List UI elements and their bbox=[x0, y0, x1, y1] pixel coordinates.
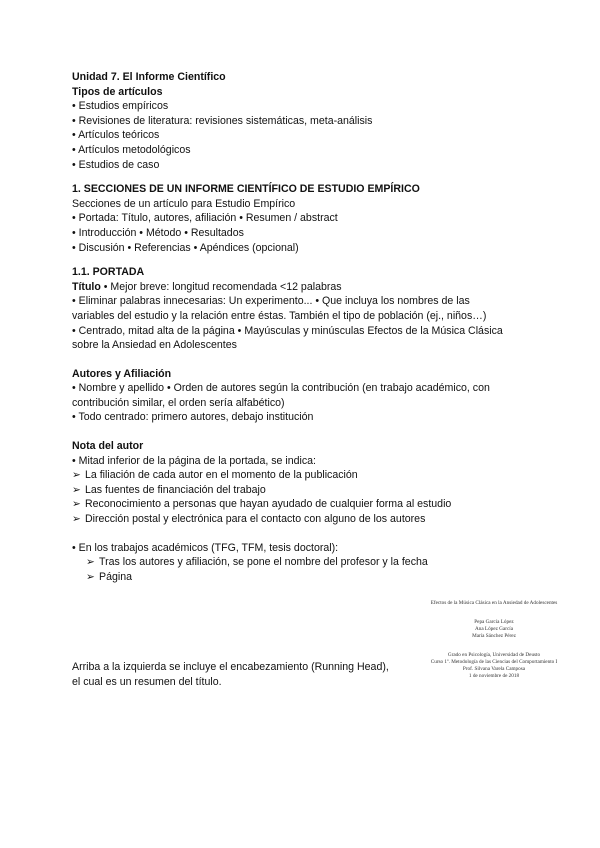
section1-line: • Discusión • Referencias • Apéndices (opcional) bbox=[72, 241, 299, 254]
section11-line: sobre la Ansiedad en Adolescentes bbox=[72, 339, 237, 352]
author-note-intro: • Mitad inferior de la página de la portada, se indica: bbox=[72, 454, 316, 467]
cover-example-title: Efectos de la Música Clásica en la Ansiedad de Adolescentes bbox=[430, 600, 558, 606]
arrow-bullet-icon: ➢ bbox=[86, 570, 95, 583]
types-item: • Estudios de caso bbox=[72, 158, 160, 171]
cover-example-author: María Sánchez Pérez bbox=[472, 633, 516, 639]
section11-heading: 1.1. PORTADA bbox=[72, 266, 145, 279]
cover-example-author: Pepa García López bbox=[474, 619, 514, 625]
types-heading: Tipos de artículos bbox=[72, 85, 163, 98]
author-note-heading: Nota del autor bbox=[72, 440, 144, 453]
authors-heading: Autores y Afiliación bbox=[72, 367, 172, 380]
arrow-bullet-icon: ➢ bbox=[72, 483, 81, 496]
cover-example bbox=[398, 600, 590, 680]
authors-line: contribución similar, el orden sería alfabético) bbox=[72, 396, 285, 409]
section11-line: • Centrado, mitad alta de la página • Mayúsculas y minúsculas Efectos de la Música Clásica bbox=[72, 324, 503, 337]
author-note-item: ➢ Reconocimiento a personas que hayan ayudado de cualquier forma al estudio bbox=[72, 498, 452, 511]
cover-example-affiliation: Grado en Psicología, Universidad de Deusto bbox=[447, 652, 541, 658]
titulo-line bbox=[72, 280, 542, 295]
running-head-note bbox=[72, 660, 389, 689]
section1-line: • Portada: Título, autores, afiliación • Resumen / abstract bbox=[72, 212, 338, 225]
section11-line: • Eliminar palabras innecesarias: Un experimento... • Que incluya los nombres de las bbox=[72, 295, 470, 308]
types-item: • Revisiones de literatura: revisiones sistemáticas, meta-análisis bbox=[72, 114, 373, 127]
document-body bbox=[72, 70, 542, 584]
running-head-line: Arriba a la izquierda se incluye el encabezamiento (Running Head), bbox=[72, 661, 389, 673]
arrow-bullet-icon: ➢ bbox=[72, 513, 81, 526]
types-item: • Estudios empíricos bbox=[72, 100, 169, 113]
unit-title: Unidad 7. El Informe Científico bbox=[72, 71, 226, 83]
cover-example-affiliation: Curso 1º. Metodología de las Ciencias del Comportamiento I bbox=[430, 659, 558, 665]
academic-item: ➢ Página bbox=[86, 570, 132, 583]
academic-item: ➢ Tras los autores y afiliación, se pone el nombre del profesor y la fecha bbox=[86, 556, 428, 569]
titulo-label: Título bbox=[72, 280, 101, 293]
cover-example-author: Ana López García bbox=[474, 626, 514, 632]
arrow-bullet-icon: ➢ bbox=[86, 556, 95, 569]
academic-intro: • En los trabajos académicos (TFG, TFM, tesis doctoral): bbox=[72, 541, 339, 554]
section1-line: • Introducción • Método • Resultados bbox=[72, 226, 244, 239]
arrow-bullet-icon: ➢ bbox=[72, 498, 81, 511]
authors-line: • Nombre y apellido • Orden de autores según la contribución (en trabajo académico, con bbox=[72, 382, 490, 395]
section1-heading: 1. SECCIONES DE UN INFORME CIENTÍFICO DE ESTUDIO EMPÍRICO bbox=[72, 183, 420, 196]
types-item: • Artículos metodológicos bbox=[72, 143, 191, 156]
author-note-item: ➢ La filiación de cada autor en el momento de la publicación bbox=[72, 469, 358, 482]
types-item: • Artículos teóricos bbox=[72, 129, 160, 142]
cover-example-affiliation: Prof. Silvana Varela Camposa bbox=[462, 666, 526, 672]
running-head-line: el cual es un resumen del título. bbox=[72, 675, 222, 688]
titulo-rest: • Mejor breve: longitud recomendada <12 palabras bbox=[100, 280, 342, 293]
author-note-item: ➢ Las fuentes de financiación del trabajo bbox=[72, 483, 266, 496]
section11-line: variables del estudio y la relación entre éstas. También el tipo de población (ej., niños…) bbox=[72, 309, 487, 322]
authors-line: • Todo centrado: primero autores, debajo institución bbox=[72, 411, 314, 424]
cover-example-affiliation: 1 de noviembre de 2018 bbox=[468, 673, 520, 679]
section1-intro: Secciones de un artículo para Estudio Empírico bbox=[72, 197, 296, 210]
arrow-bullet-icon: ➢ bbox=[72, 469, 81, 482]
author-note-item: ➢ Dirección postal y electrónica para el contacto con alguno de los autores bbox=[72, 513, 426, 526]
